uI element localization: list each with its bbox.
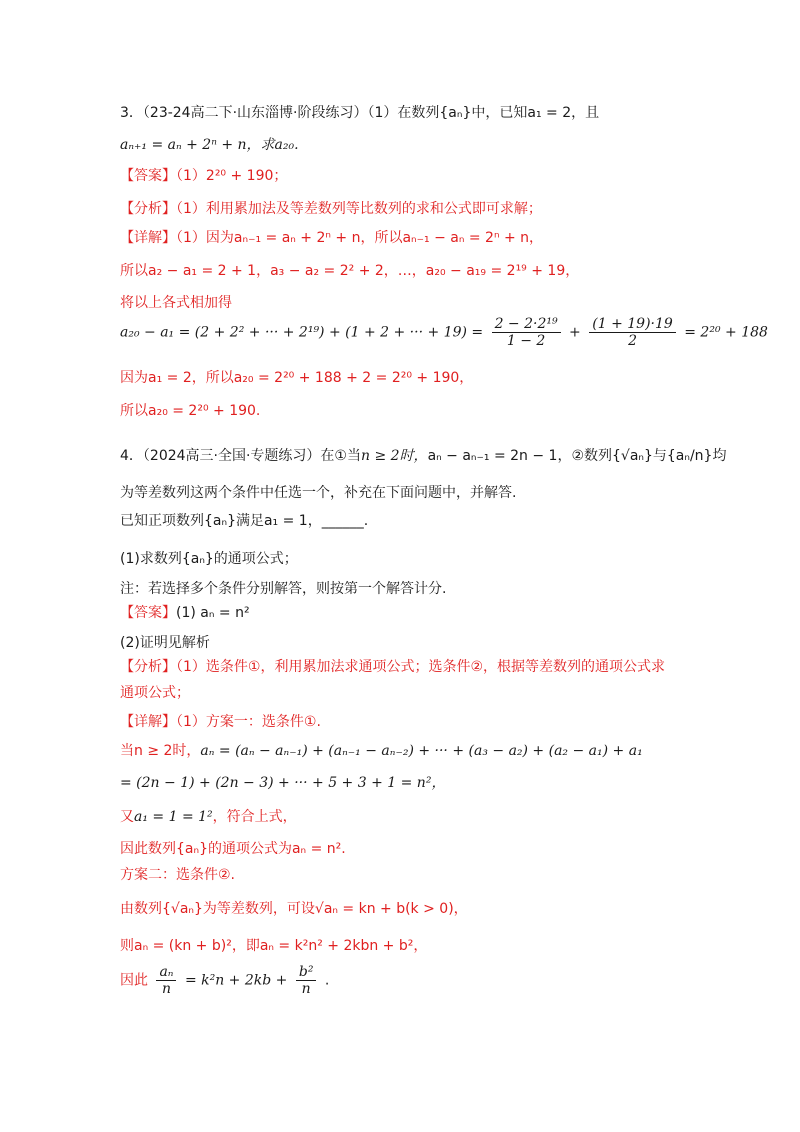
q4-answer2: (2)证明见解析 bbox=[120, 635, 210, 651]
q4-s3: 又a₁ = 1 = 1²，符合上式， bbox=[120, 809, 297, 825]
q3-detail: 【详解】（1）因为aₙ₋₁ = aₙ + 2ⁿ + n，所以aₙ₋₁ − aₙ = 2ⁿ + n， bbox=[120, 230, 544, 246]
q4-header3: 已知正项数列{aₙ}满足a₁ = 1，______. bbox=[120, 513, 369, 529]
q4-s1: 当n ≥ 2时，aₙ = (aₙ − aₙ₋₁) + (aₙ₋₁ − aₙ₋₂) + ··· + (a₃ − a₂) + (a₂ − a₁) + a₁ bbox=[120, 743, 643, 759]
q3-analysis: 【分析】（1）利用累加法及等差数列等比数列的求和公式即可求解； bbox=[120, 201, 542, 217]
q4-header: 4．（2024高三·全国·专题练习）在①当n ≥ 2时，aₙ − aₙ₋₁ = 2n − 1，②数列{√aₙ}与{aₙ/n}均 bbox=[120, 448, 727, 464]
q4-s8: 因此 $\frac{\text{aₙ}}{n}$ = k²n + 2kb + $\frac{\text{b²}}{n}$ . bbox=[120, 964, 330, 997]
fraction: $\frac{\text{b²}}{n}$ bbox=[296, 964, 317, 997]
q4-answer: 【答案】(1) aₙ = n² bbox=[120, 605, 250, 621]
q3-step1: 所以a₂ − a₁ = 2 + 1，a₃ − a₂ = 2² + 2，…，a₂₀ − a₁₉ = 2¹⁹ + 19， bbox=[120, 263, 580, 279]
q4-s5: 方案二：选条件②. bbox=[120, 867, 236, 883]
detail-tag: 【详解】 bbox=[120, 230, 176, 246]
q4-analysis-cont: 通项公式； bbox=[120, 685, 190, 701]
fraction: $\frac{(1 + 19)\cdot 19}{2}$ bbox=[589, 316, 676, 349]
q4-part1: (1)求数列{aₙ}的通项公式； bbox=[120, 551, 298, 567]
detail-tag: 【详解】 bbox=[120, 714, 176, 730]
fraction: $\frac{\text{2 − 2·2¹⁹}}{1 - 2}$ bbox=[492, 316, 561, 349]
q4-s4: 因此数列{aₙ}的通项公式为aₙ = n². bbox=[120, 841, 346, 857]
answer-tag: 【答案】 bbox=[120, 168, 176, 184]
answer-tag: 【答案】 bbox=[120, 605, 176, 621]
q3-step5: 所以a₂₀ = 2²⁰ + 190. bbox=[120, 403, 261, 419]
q3-step2: 将以上各式相加得 bbox=[120, 295, 232, 311]
analysis-tag: 【分析】 bbox=[120, 201, 176, 217]
q4-analysis: 【分析】（1）选条件①，利用累加法求通项公式；选条件②，根据等差数列的通项公式求 bbox=[120, 659, 666, 675]
q3-step4: 因为a₁ = 2，所以a₂₀ = 2²⁰ + 188 + 2 = 2²⁰ + 190， bbox=[120, 370, 474, 386]
fraction: $\frac{\text{aₙ}}{n}$ bbox=[156, 964, 176, 997]
q4-s7: 则aₙ = (kn + b)²，即aₙ = k²n² + 2kbn + b²， bbox=[120, 938, 428, 954]
q3-condition: aₙ₊₁ = aₙ + 2ⁿ + n，求a₂₀. bbox=[120, 137, 299, 153]
q3-step3: a₂₀ − a₁ = (2 + 2² + ··· + 2¹⁹) + (1 + 2 + ··· + 19) = $\frac{\text{2 − 2·2¹⁹}}{1 - 2}$ + $\frac{(1 + 19)\cdot 19}{2}$ = 2²⁰ + 188 bbox=[120, 316, 768, 349]
q4-detail: 【详解】（1）方案一：选条件①. bbox=[120, 714, 321, 730]
q4-s2: = (2n − 1) + (2n − 3) + ··· + 5 + 3 + 1 = n²， bbox=[120, 775, 446, 791]
q3-answer: 【答案】（1）2²⁰ + 190； bbox=[120, 168, 288, 184]
q4-note: 注：若选择多个条件分别解答，则按第一个解答计分. bbox=[120, 581, 447, 597]
q4-s6: 由数列{√aₙ}为等差数列，可设√aₙ = kn + b(k > 0)， bbox=[120, 901, 468, 917]
q4-header2: 为等差数列这两个条件中任选一个，补充在下面问题中，并解答. bbox=[120, 485, 517, 501]
analysis-tag: 【分析】 bbox=[120, 659, 176, 675]
q3-header: 3．（23-24高二下·山东淄博·阶段练习）（1）在数列{aₙ}中，已知a₁ = 2，且 bbox=[120, 105, 600, 121]
